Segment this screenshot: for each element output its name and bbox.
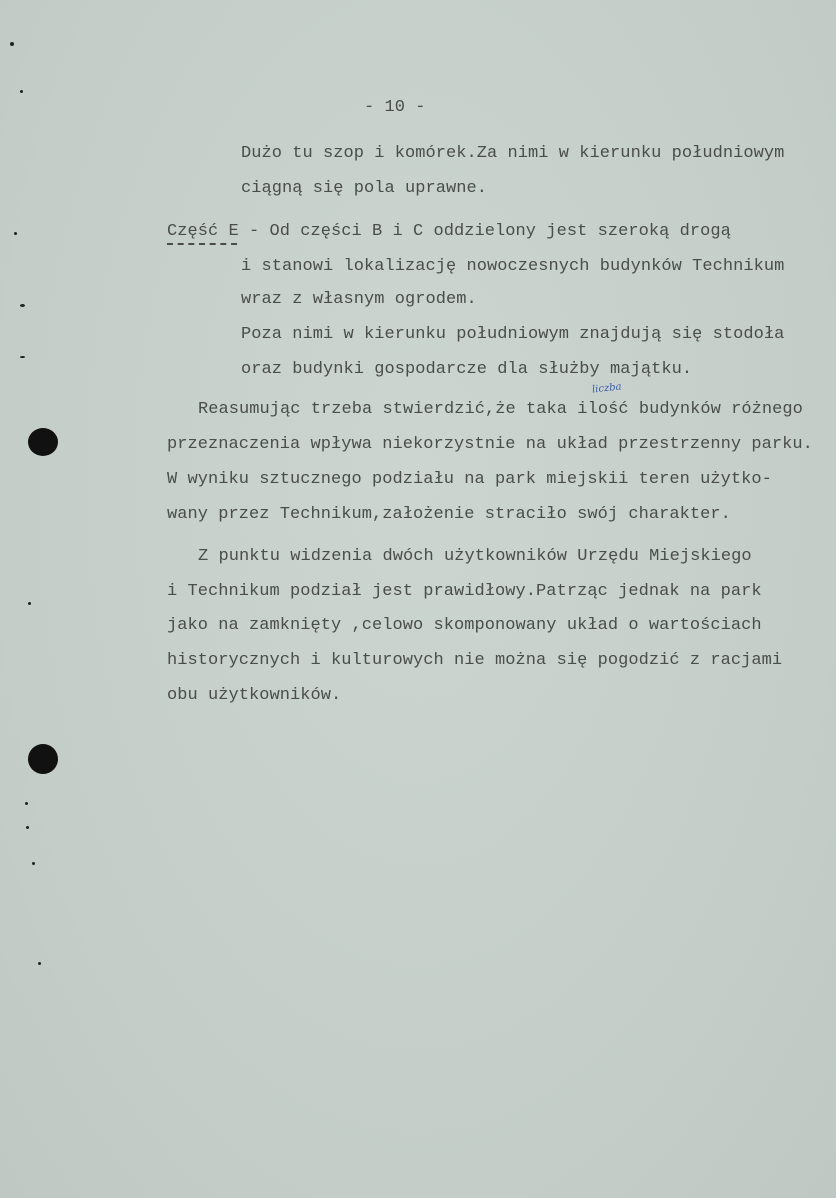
- text-line: historycznych i kulturowych nie można się pogodzić z racjami: [167, 651, 783, 670]
- page-number: - 10 -: [364, 98, 426, 117]
- margin-mark: [20, 90, 23, 93]
- margin-mark: [20, 356, 25, 358]
- margin-mark: [14, 232, 17, 235]
- text-line: W wyniku sztucznego podziału na park miejskii teren użytko-: [167, 470, 772, 489]
- text-line: Poza nimi w kierunku południowym znajdują się stodoła: [241, 325, 785, 344]
- text-line: Reasumując trzeba stwierdzić,że taka ilość budynków różnego: [198, 400, 803, 419]
- margin-mark: [10, 42, 14, 46]
- text-line: jako na zamknięty ,celowo skomponowany układ o wartościach: [167, 616, 762, 635]
- text-line: i Technikum podział jest prawidłowy.Patrząc jednak na park: [167, 582, 762, 601]
- margin-mark: [32, 862, 35, 865]
- text-line: Dużo tu szop i komórek.Za nimi w kierunku południowym: [241, 144, 785, 163]
- text-line: ciągną się pola uprawne.: [241, 179, 488, 198]
- handwritten-note: liczba: [591, 381, 623, 396]
- text-line: oraz budynki gospodarcze dla służby majątku.: [241, 360, 693, 379]
- section-heading-line: Część E - Od części B i C oddzielony jest szeroką drogą: [167, 222, 731, 241]
- punch-hole: [28, 744, 58, 774]
- text-line: przeznaczenia wpływa niekorzystnie na układ przestrzenny parku.: [167, 435, 813, 454]
- text-line: wany przez Technikum,założenie straciło swój charakter.: [167, 505, 731, 524]
- text-line: Z punktu widzenia dwóch użytkowników Urzędu Miejskiego: [198, 547, 752, 566]
- margin-mark: [20, 304, 25, 307]
- margin-mark: [38, 962, 41, 965]
- punch-hole: [28, 428, 58, 456]
- margin-mark: [26, 826, 29, 829]
- text-line: wraz z własnym ogrodem.: [241, 290, 477, 309]
- margin-mark: [25, 802, 28, 805]
- section-underline: [167, 243, 237, 245]
- margin-mark: [28, 602, 31, 605]
- text-line: obu użytkowników.: [167, 686, 342, 705]
- text-line: i stanowi lokalizację nowoczesnych budynków Technikum: [241, 257, 785, 276]
